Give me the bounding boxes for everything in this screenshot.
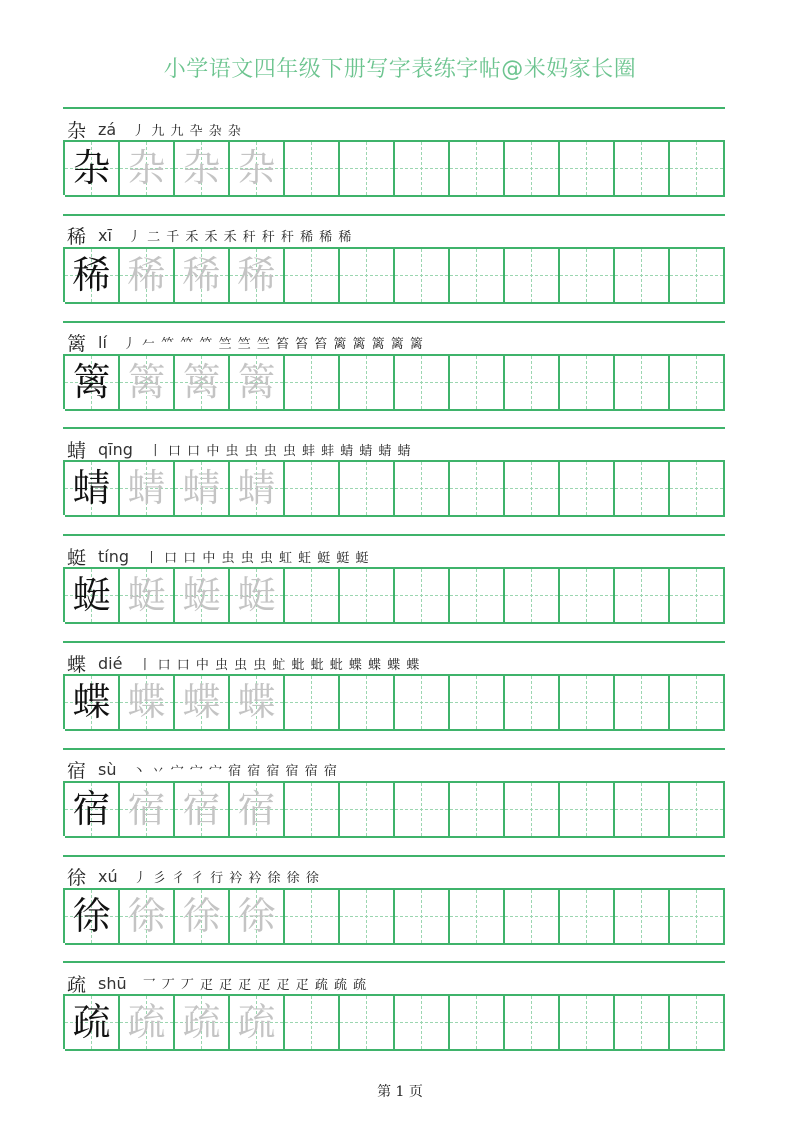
empty-cell — [395, 674, 450, 731]
trace-character: 蜻 — [182, 466, 221, 511]
header-character: 稀 — [67, 226, 87, 249]
empty-cell — [285, 674, 340, 731]
trace-cell — [120, 674, 175, 731]
empty-cell — [670, 888, 725, 945]
row-divider — [63, 107, 725, 109]
trace-cell — [230, 994, 285, 1051]
trace-character: 杂 — [182, 146, 221, 190]
trace-cell — [230, 140, 285, 197]
trace-character: 蜓 — [127, 573, 166, 618]
empty-cell — [505, 674, 560, 731]
stroke-order: 丿 二 千 禾 禾 禾 秆 秆 秆 稀 稀 稀 — [127, 230, 353, 246]
tian-grid — [63, 247, 725, 302]
trace-cell — [175, 567, 230, 624]
empty-cell — [450, 567, 505, 624]
empty-cell — [285, 140, 340, 197]
trace-character: 疏 — [182, 1000, 221, 1045]
trace-character: 宿 — [127, 786, 166, 831]
trace-cell — [175, 781, 230, 838]
empty-cell — [340, 140, 395, 197]
trace-cell — [175, 674, 230, 731]
pinyin: sù — [98, 760, 117, 780]
empty-cell — [505, 781, 560, 838]
empty-cell — [615, 460, 670, 517]
trace-cell — [230, 354, 285, 411]
header-character: 徐 — [67, 867, 87, 890]
trace-cell — [120, 460, 175, 517]
empty-cell — [505, 994, 560, 1051]
trace-cell — [230, 781, 285, 838]
empty-cell — [560, 781, 615, 838]
empty-cell — [340, 247, 395, 304]
trace-character: 蜓 — [182, 573, 221, 618]
empty-cell — [340, 567, 395, 624]
trace-cell — [120, 354, 175, 411]
model-cell — [65, 247, 120, 304]
trace-cell — [120, 567, 175, 624]
model-cell — [65, 460, 120, 517]
empty-cell — [560, 460, 615, 517]
row-divider — [63, 214, 725, 216]
empty-cell — [450, 781, 505, 838]
pinyin: lí — [98, 333, 107, 353]
empty-cell — [450, 354, 505, 411]
model-character: 宿 — [72, 786, 111, 831]
stroke-order: 乛 丆 丆 疋 疋 疋 疋 疋 疋 疏 疏 疏 — [142, 977, 368, 993]
tian-grid — [63, 460, 725, 515]
page-number: 第 1 页 — [377, 1084, 423, 1100]
trace-cell — [120, 140, 175, 197]
empty-cell — [450, 888, 505, 945]
empty-cell — [395, 994, 450, 1051]
page-title: 小学语文四年级下册写字表练字帖@米妈家长圈 — [163, 57, 637, 82]
empty-cell — [505, 567, 560, 624]
empty-cell — [340, 354, 395, 411]
row-header — [63, 542, 370, 570]
empty-cell — [670, 674, 725, 731]
empty-cell — [505, 354, 560, 411]
empty-cell — [560, 674, 615, 731]
header-character: 杂 — [67, 119, 87, 142]
trace-cell — [230, 460, 285, 517]
pinyin: shū — [98, 973, 127, 993]
empty-cell — [395, 567, 450, 624]
stroke-order: 丶 丷 宀 宀 宀 宿 宿 宿 宿 宿 宿 — [132, 764, 338, 780]
trace-character: 蜓 — [237, 573, 276, 618]
empty-cell — [450, 460, 505, 517]
tian-grid — [63, 888, 725, 943]
model-character: 杂 — [72, 146, 111, 190]
model-character: 蜓 — [72, 573, 111, 618]
tian-grid — [63, 674, 725, 729]
trace-character: 宿 — [182, 786, 221, 831]
tian-grid — [63, 567, 725, 622]
trace-cell — [175, 994, 230, 1051]
trace-character: 篱 — [237, 359, 276, 404]
empty-cell — [615, 994, 670, 1051]
trace-character: 杂 — [127, 146, 166, 190]
empty-cell — [450, 674, 505, 731]
model-cell — [65, 781, 120, 838]
trace-character: 杂 — [237, 146, 276, 190]
tian-grid — [63, 140, 725, 195]
empty-cell — [395, 460, 450, 517]
empty-cell — [560, 247, 615, 304]
row-divider — [63, 961, 725, 963]
trace-character: 蜻 — [127, 466, 166, 511]
empty-cell — [505, 140, 560, 197]
stroke-order: 丨 口 口 中 虫 虫 虫 虹 蚟 蜓 蜓 蜓 — [145, 550, 370, 566]
trace-character: 宿 — [237, 786, 276, 831]
row-divider — [63, 855, 725, 857]
empty-cell — [395, 888, 450, 945]
empty-cell — [285, 888, 340, 945]
empty-cell — [450, 994, 505, 1051]
trace-character: 徐 — [182, 893, 221, 938]
empty-cell — [615, 567, 670, 624]
model-cell — [65, 888, 120, 945]
empty-cell — [285, 781, 340, 838]
model-character: 蜻 — [72, 466, 111, 511]
empty-cell — [285, 460, 340, 517]
empty-cell — [615, 140, 670, 197]
trace-character: 疏 — [127, 1000, 166, 1045]
model-character: 篱 — [72, 359, 111, 404]
pinyin: zá — [98, 119, 117, 139]
trace-cell — [120, 888, 175, 945]
empty-cell — [340, 781, 395, 838]
empty-cell — [340, 674, 395, 731]
empty-cell — [450, 140, 505, 197]
model-cell — [65, 140, 120, 197]
empty-cell — [615, 674, 670, 731]
empty-cell — [670, 460, 725, 517]
empty-cell — [615, 354, 670, 411]
row-header — [63, 435, 412, 463]
empty-cell — [615, 781, 670, 838]
row-divider — [63, 748, 725, 750]
empty-cell — [670, 354, 725, 411]
pinyin: dié — [98, 653, 123, 673]
pinyin: xú — [98, 867, 118, 887]
row-header — [63, 756, 338, 784]
trace-character: 蝶 — [182, 680, 221, 724]
header-character: 蜓 — [67, 546, 87, 569]
trace-cell — [230, 674, 285, 731]
model-character: 徐 — [72, 893, 111, 938]
row-divider — [63, 427, 725, 429]
trace-cell — [120, 994, 175, 1051]
empty-cell — [560, 354, 615, 411]
empty-cell — [505, 888, 560, 945]
header-character: 疏 — [67, 973, 87, 996]
empty-cell — [505, 247, 560, 304]
pinyin: qīng — [98, 439, 133, 459]
empty-cell — [560, 994, 615, 1051]
row-divider — [63, 534, 725, 536]
empty-cell — [560, 567, 615, 624]
trace-character: 篱 — [127, 359, 166, 404]
stroke-order: 丨 口 口 中 虫 虫 虫 虫 蚌 蚌 蜻 蜻 蜻 蜻 — [148, 443, 412, 459]
empty-cell — [670, 781, 725, 838]
trace-cell — [120, 247, 175, 304]
empty-cell — [505, 460, 560, 517]
empty-cell — [670, 247, 725, 304]
trace-cell — [230, 888, 285, 945]
empty-cell — [340, 994, 395, 1051]
trace-cell — [120, 781, 175, 838]
trace-cell — [230, 567, 285, 624]
trace-character: 稀 — [237, 252, 276, 297]
trace-character: 稀 — [182, 252, 221, 297]
empty-cell — [560, 140, 615, 197]
model-cell — [65, 994, 120, 1051]
empty-cell — [615, 247, 670, 304]
trace-character: 稀 — [127, 252, 166, 297]
empty-cell — [395, 247, 450, 304]
empty-cell — [285, 247, 340, 304]
empty-cell — [395, 781, 450, 838]
stroke-order: 丿 彡 彳 彳 行 衿 衿 徐 徐 徐 — [133, 871, 320, 887]
trace-character: 蝶 — [127, 680, 166, 724]
row-divider — [63, 641, 725, 643]
model-cell — [65, 567, 120, 624]
empty-cell — [340, 888, 395, 945]
model-character: 蝶 — [72, 680, 111, 724]
header-character: 蜻 — [67, 439, 87, 462]
trace-character: 篱 — [182, 359, 221, 404]
empty-cell — [560, 888, 615, 945]
empty-cell — [285, 354, 340, 411]
stroke-order: 丿 九 九 卆 杂 杂 — [132, 123, 242, 139]
model-character: 疏 — [72, 1000, 111, 1045]
trace-cell — [175, 888, 230, 945]
pinyin: tíng — [98, 546, 130, 566]
empty-cell — [450, 247, 505, 304]
empty-cell — [285, 567, 340, 624]
row-divider — [63, 321, 725, 323]
trace-cell — [230, 247, 285, 304]
header-character: 宿 — [67, 760, 87, 783]
trace-character: 疏 — [237, 1000, 276, 1045]
row-header — [63, 969, 367, 997]
empty-cell — [670, 567, 725, 624]
trace-cell — [175, 247, 230, 304]
empty-cell — [395, 140, 450, 197]
header-character: 篱 — [67, 333, 87, 356]
row-header — [63, 863, 320, 891]
row-header — [63, 329, 424, 357]
row-header — [63, 115, 242, 143]
row-header — [63, 649, 420, 677]
stroke-order: 丿 𠂉 𥫗 𥫗 𥫗 竺 竺 竺 笞 笞 笞 篱 篱 篱 篱 篱 — [122, 337, 424, 353]
tian-grid — [63, 354, 725, 409]
tian-grid — [63, 781, 725, 836]
trace-cell — [175, 460, 230, 517]
empty-cell — [615, 888, 670, 945]
trace-cell — [175, 140, 230, 197]
trace-character: 蜻 — [237, 466, 276, 511]
model-character: 稀 — [72, 252, 111, 297]
header-character: 蝶 — [67, 653, 87, 676]
tian-grid — [63, 994, 725, 1049]
empty-cell — [395, 354, 450, 411]
pinyin: xī — [98, 226, 112, 246]
trace-cell — [175, 354, 230, 411]
row-header — [63, 222, 352, 250]
trace-character: 蝶 — [237, 680, 276, 724]
empty-cell — [285, 994, 340, 1051]
empty-cell — [670, 140, 725, 197]
stroke-order: 丨 口 口 中 虫 虫 虫 虻 蚍 蚍 蚍 蝶 蝶 蝶 蝶 — [138, 657, 421, 673]
model-cell — [65, 354, 120, 411]
trace-character: 徐 — [237, 893, 276, 938]
empty-cell — [340, 460, 395, 517]
empty-cell — [670, 994, 725, 1051]
model-cell — [65, 674, 120, 731]
trace-character: 徐 — [127, 893, 166, 938]
